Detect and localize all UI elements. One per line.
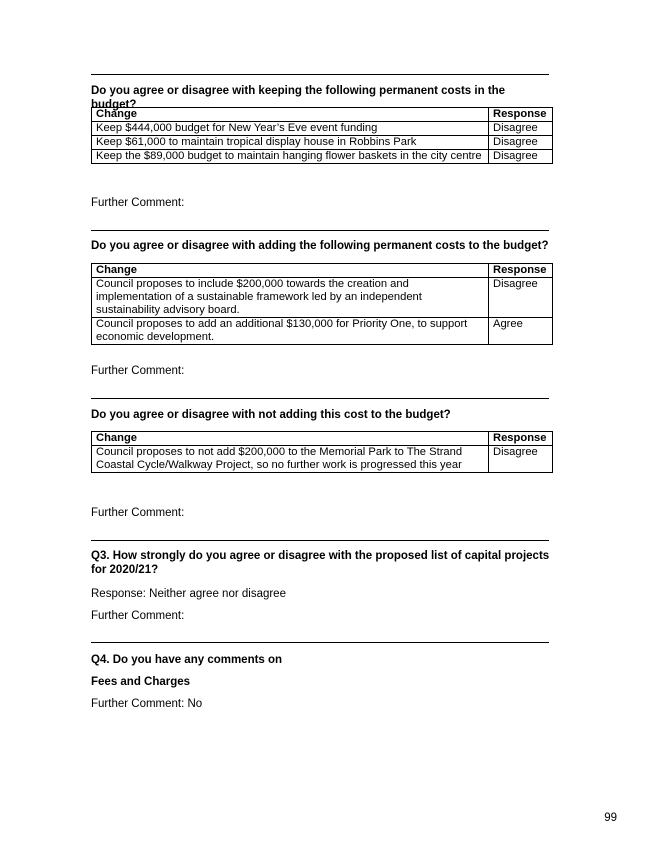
change-cell: Council proposes to not add $200,000 to the Memorial Park to The Strand Coastal Cycle/Walkway Project, so no further work is progressed this year [92,446,489,473]
section-question: Do you agree or disagree with keeping the following permanent costs in the budget? [91,85,506,111]
further-comment: Further Comment: [91,507,185,519]
change-cell: Keep $61,000 to maintain tropical display house in Robbins Park [92,136,489,150]
table-row [92,278,553,318]
header-change: Change [92,264,489,278]
section-divider [91,74,549,75]
table-header-row [92,432,553,446]
further-comment: Further Comment: [91,365,185,377]
further-comment: Further Comment: No [91,698,203,710]
change-cell: Keep $444,000 budget for New Year’s Eve event funding [92,122,489,136]
q4-question: Q4. Do you have any comments on [91,654,283,666]
response-cell: Disagree [489,446,553,473]
response-cell: Disagree [489,122,553,136]
table-header-row [92,108,553,122]
response-cell: Agree [489,318,553,345]
costs-table [91,431,553,473]
response-cell: Disagree [489,150,553,164]
table-header-row [92,264,553,278]
table-row [92,122,553,136]
header-change: Change [92,108,489,122]
q3-response: Response: Neither agree nor disagree [91,588,286,600]
change-cell: Keep the $89,000 budget to maintain hanging flower baskets in the city centre [92,150,489,164]
section-question: Do you agree or disagree with not adding this cost to the budget? [91,409,451,421]
section-question: Do you agree or disagree with adding the following permanent costs to the budget? [91,240,549,252]
costs-table [91,263,553,345]
header-response: Response [489,432,553,446]
response-cell: Disagree [489,136,553,150]
q3-question: Q3. How strongly do you agree or disagree with the proposed list of capital projects for 2020/21? [91,550,550,576]
section-divider [91,540,549,541]
section-divider [91,398,549,399]
q4-subheading: Fees and Charges [91,676,191,688]
table-row [92,136,553,150]
change-cell: Council proposes to include $200,000 towards the creation and implementation of a sustainable framework led by an independent sustainability advisory board. [92,278,489,318]
change-cell: Council proposes to add an additional $130,000 for Priority One, to support economic development. [92,318,489,345]
table-row [92,318,553,345]
section-divider [91,230,549,231]
header-response: Response [489,108,553,122]
page-number: 99 [604,812,617,824]
costs-table [91,107,553,164]
response-cell: Disagree [489,278,553,318]
further-comment: Further Comment: [91,197,185,209]
further-comment: Further Comment: [91,610,185,622]
header-change: Change [92,432,489,446]
section-divider [91,642,549,643]
header-response: Response [489,264,553,278]
table-row [92,150,553,164]
table-row [92,446,553,473]
